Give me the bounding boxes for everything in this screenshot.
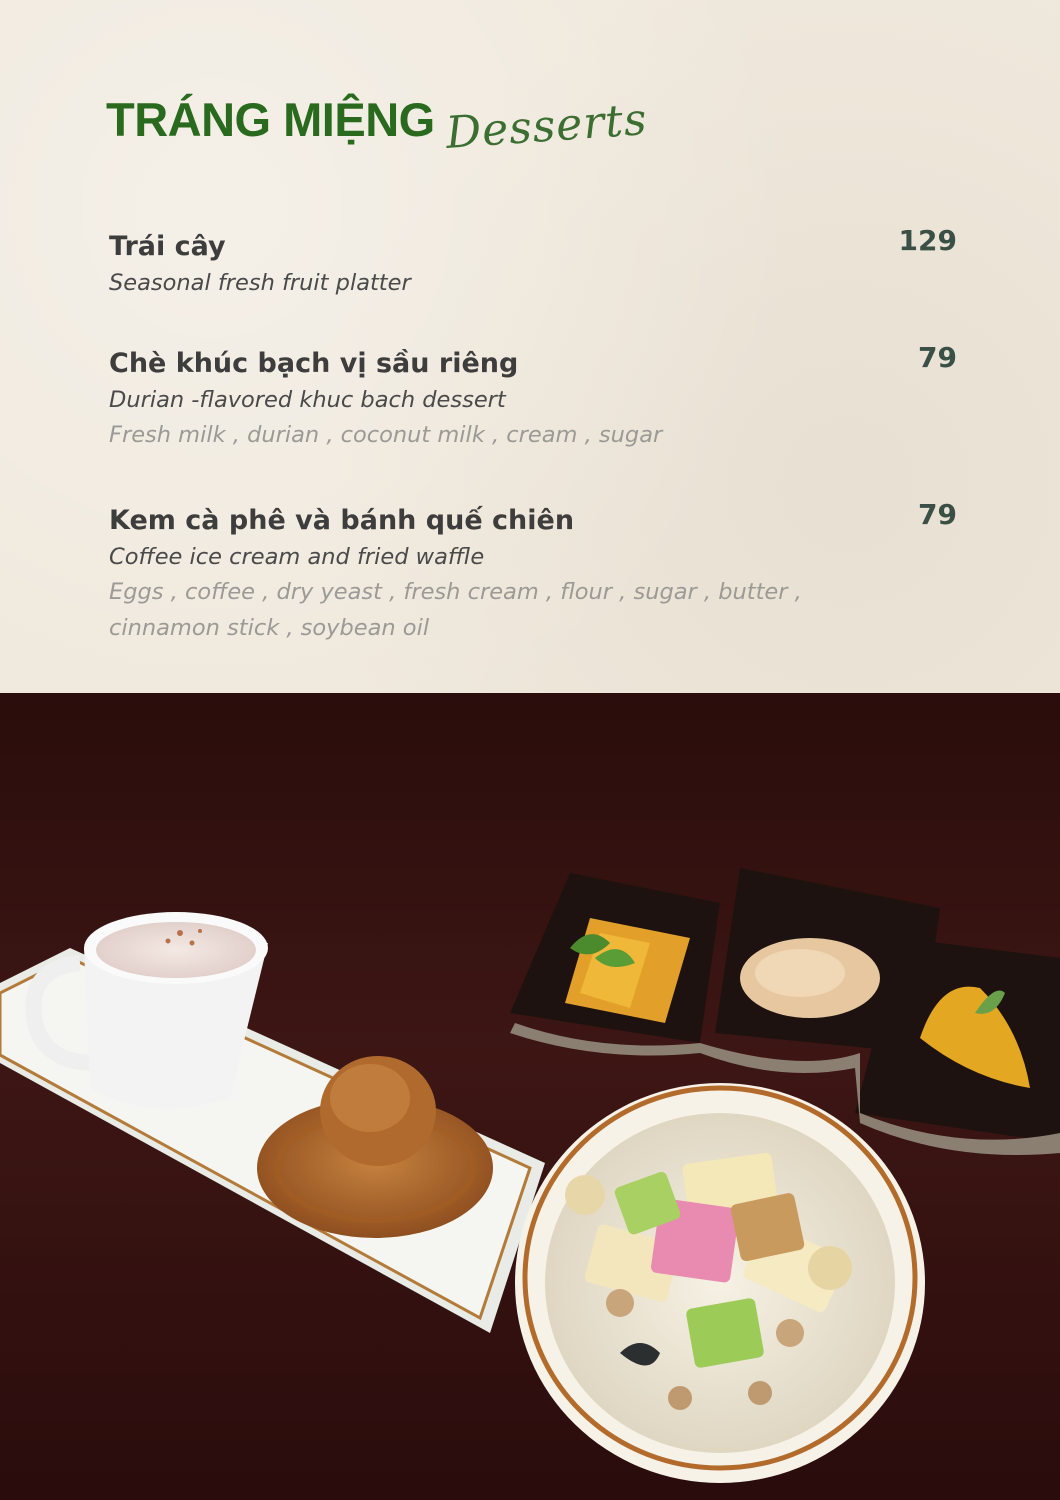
item-description: Durian -flavored khuc bach dessert [109,387,506,413]
item-price: 79 [918,341,957,374]
dessert-photo [0,693,1060,1500]
section-subtitle-script: Desserts [444,93,650,159]
item-price: 79 [918,498,957,531]
item-description: Seasonal fresh fruit platter [109,270,411,296]
item-price: 129 [898,224,957,257]
menu-item [109,498,957,646]
item-ingredients: Fresh milk , durian , coconut milk , cream , sugar [109,422,663,448]
menu-item [109,224,957,298]
khuc-bach-bowl [515,1083,925,1483]
section-title: TRÁNG MIỆNG [106,93,435,146]
menu-item [109,341,957,453]
item-description: Coffee ice cream and fried waffle [109,544,485,570]
item-name: Trái cây [109,231,226,262]
item-name: Chè khúc bạch vị sầu riêng [109,348,519,379]
item-ingredients: Eggs , coffee , dry yeast , fresh cream , flour , sugar , butter , cinnamon stick , soybean oil [109,579,802,641]
item-name: Kem cà phê và bánh quế chiên [109,505,575,536]
